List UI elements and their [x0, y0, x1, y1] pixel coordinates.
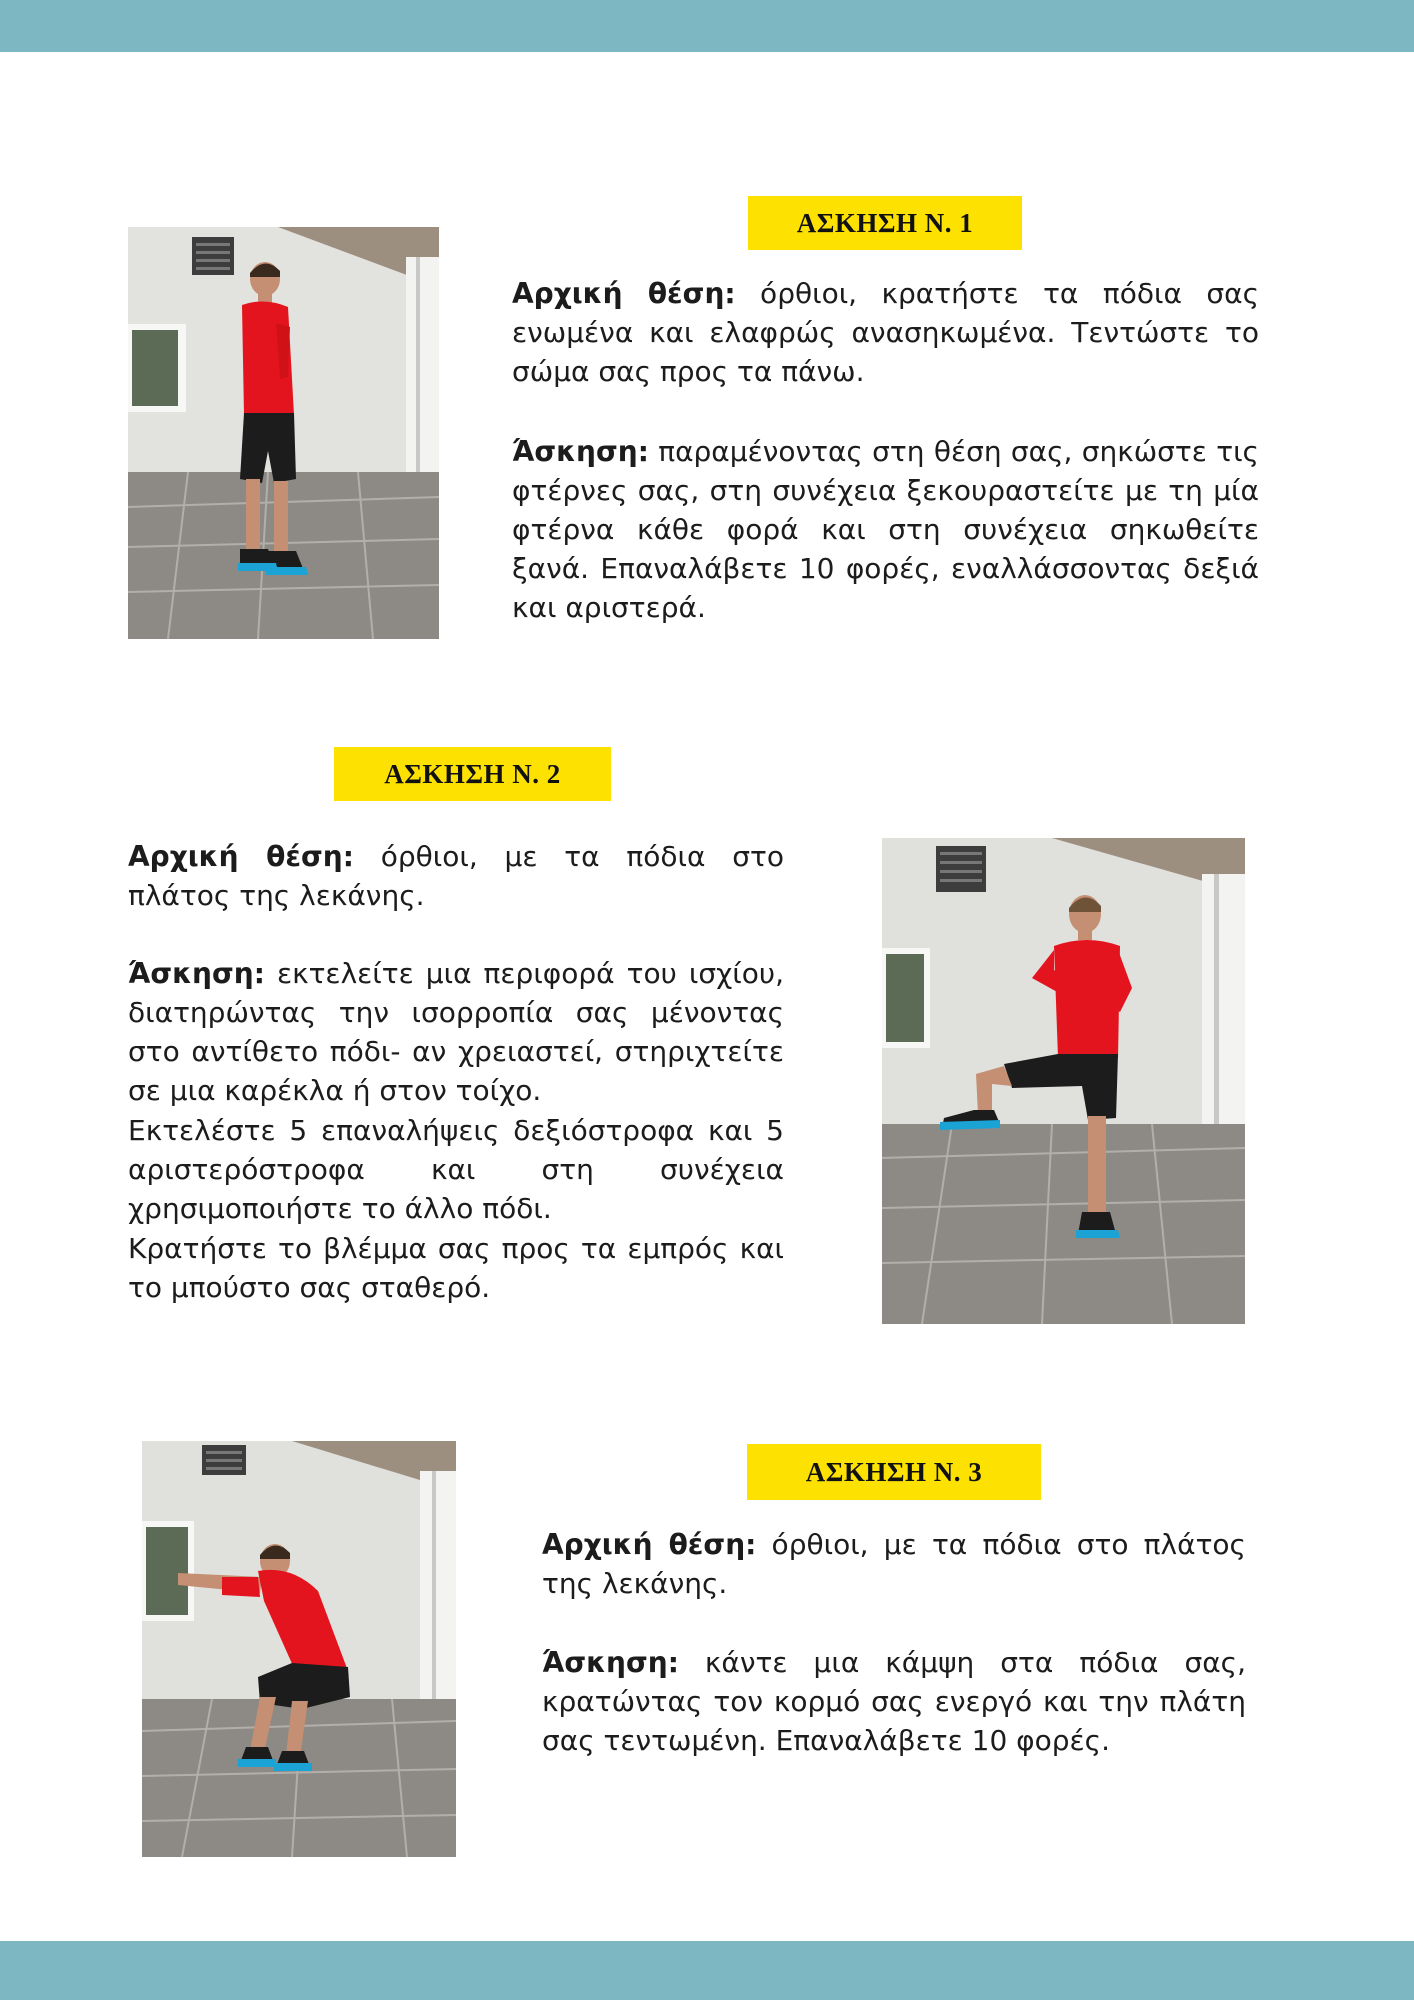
exercise-text: παραμένοντας στη θέση σας, σηκώστε τις φτέρνες σας, στη συνέχεια ξεκουραστείτε με τη μία φτέρνα κάθε φορά και στη συνέχεια σηκωθείτε ξανά. Επαναλάβετε 10 φορές, εναλλάσσοντας δεξιά και αριστερά. — [512, 435, 1259, 624]
exercise-1-heading: ΑΣΚΗΣΗ Ν. 1 — [748, 196, 1022, 250]
photo-heel-raise — [128, 227, 439, 639]
start-position-text: όρθιοι, κρατήστε τα πόδια σας ενωμένα και ελαφρώς ανασηκωμένα. Τεντώστε το σώμα σας προς τα πάνω. — [512, 277, 1259, 388]
exercise-2-tip: Κρατήστε το βλέμμα σας προς τα εμπρός και το μπούστο σας σταθερό. — [128, 1232, 784, 1304]
exercise-3-heading: ΑΣΚΗΣΗ Ν. 3 — [747, 1444, 1041, 1500]
start-position-label: Αρχική θέση: — [128, 840, 354, 873]
photo-hip-rotation — [882, 838, 1245, 1324]
exercise-2-start-position — [128, 837, 784, 915]
exercise-2-heading: ΑΣΚΗΣΗ Ν. 2 — [334, 747, 611, 801]
exercise-label: Άσκηση: — [542, 1646, 679, 1679]
exercise-2-instructions — [128, 954, 784, 1110]
exercise-3-instructions — [542, 1643, 1246, 1760]
exercise-1-start-position — [512, 274, 1259, 391]
photo-squat — [142, 1441, 456, 1857]
start-position-text: όρθιοι, με τα πόδια στο πλάτος της λεκάνης. — [128, 840, 784, 912]
top-band — [0, 0, 1414, 52]
exercise-1-instructions — [512, 432, 1259, 627]
start-position-label: Αρχική θέση: — [512, 277, 736, 310]
exercise-2-repetitions: Εκτελέστε 5 επαναλήψεις δεξιόστροφα και 5 αριστερόστροφα και στη συνέχεια χρησιμοποιήστε το άλλο πόδι. — [128, 1114, 784, 1225]
bottom-band — [0, 1941, 1414, 2000]
exercise-label: Άσκηση: — [128, 957, 265, 990]
exercise-3-start-position — [542, 1525, 1246, 1603]
exercise-label: Άσκηση: — [512, 435, 649, 468]
start-position-label: Αρχική θέση: — [542, 1528, 757, 1561]
start-position-text: όρθιοι, με τα πόδια στο πλάτος της λεκάνης. — [542, 1528, 1246, 1600]
exercise-text: κάντε μια κάμψη στα πόδια σας, κρατώντας τον κορμό σας ενεργό και την πλάτη σας τεντωμένη. Επαναλάβετε 10 φορές. — [542, 1646, 1246, 1757]
exercise-text: εκτελείτε μια περιφορά του ισχίου, διατηρώντας την ισορροπία σας μένοντας στο αντίθετο πόδι- αν χρειαστεί, στηριχτείτε σε μια καρέκλα ή στον τοίχο. — [128, 957, 784, 1107]
